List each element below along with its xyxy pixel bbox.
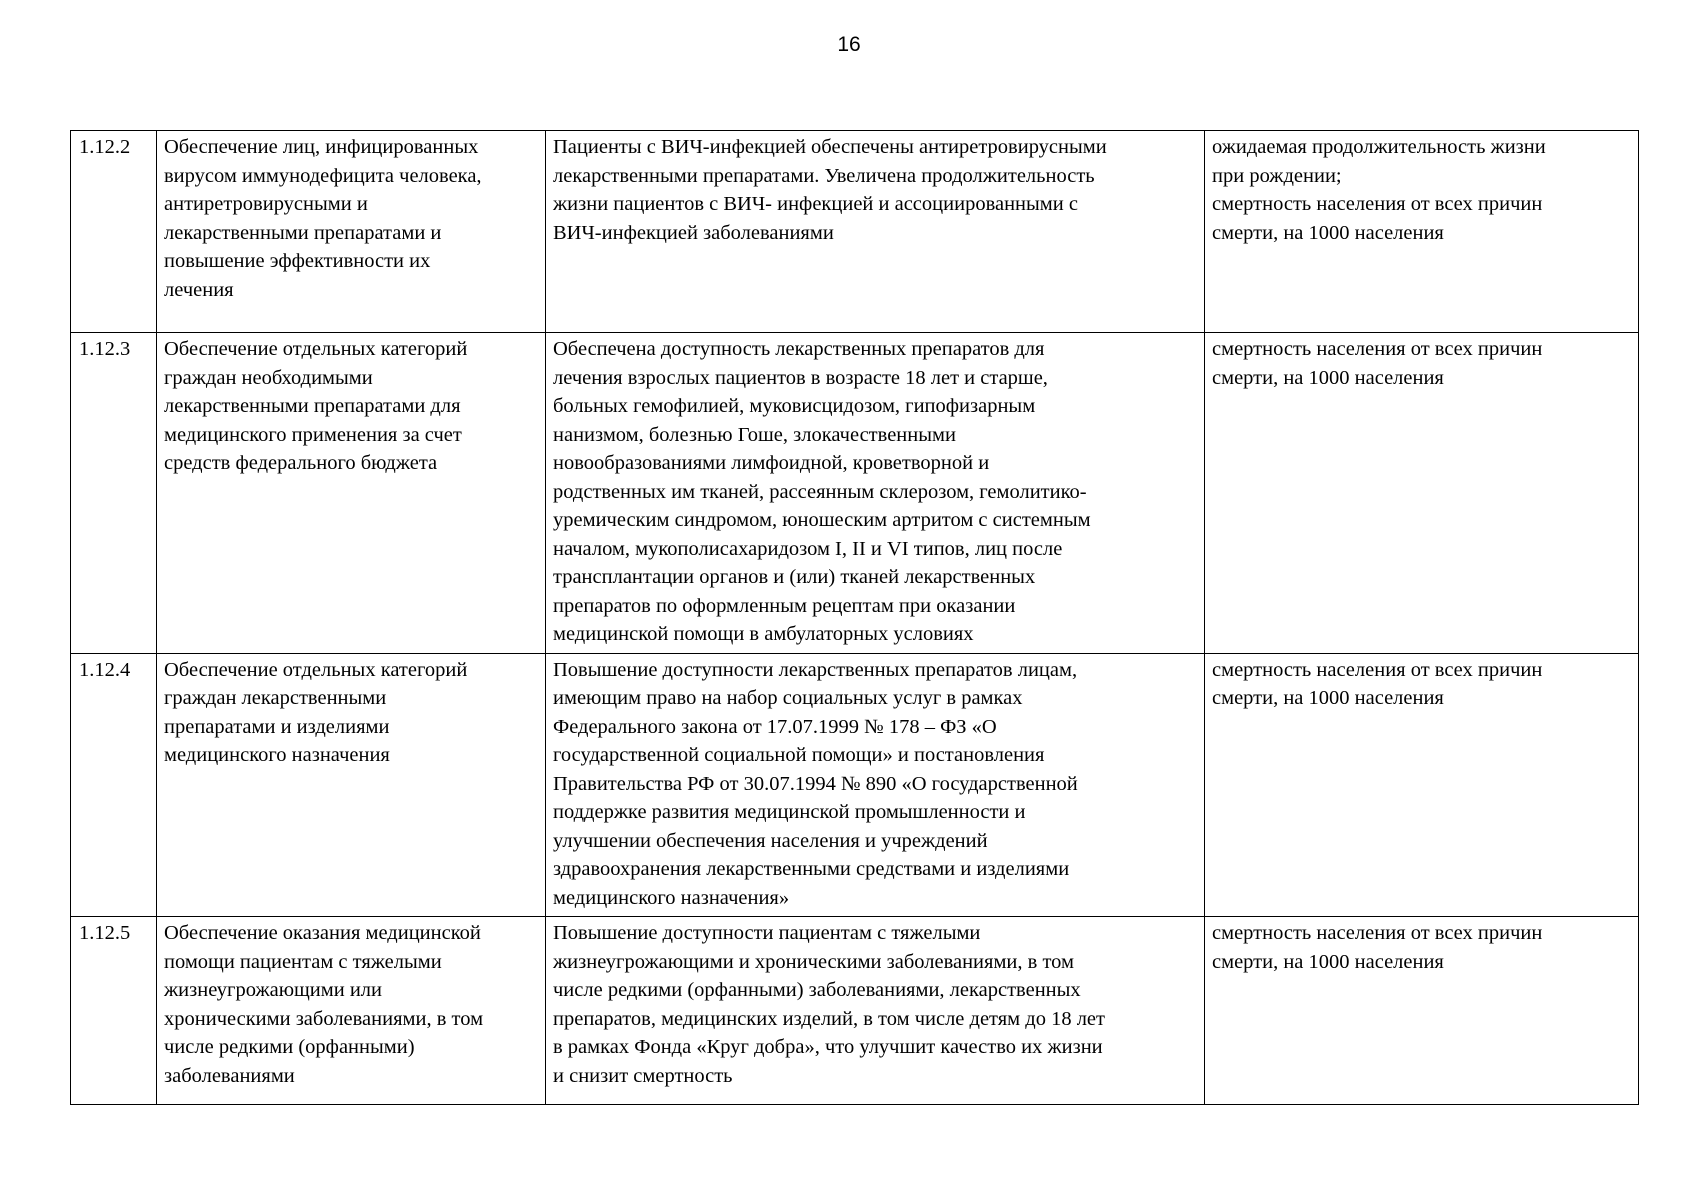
text-line: государственной социальной помощи» и постановления	[553, 744, 1045, 766]
row-number: 1.12.5	[79, 922, 131, 944]
text-line: числе редкими (орфанными)	[164, 1036, 415, 1058]
text-line: и снизит смертность	[553, 1064, 733, 1087]
text-line: вирусом иммунодефицита человека,	[164, 164, 482, 187]
text-line: смертность населения от всех причин	[1212, 338, 1543, 360]
text-line: жизни пациентов с ВИЧ- инфекцией и ассоциированными с	[553, 193, 1078, 215]
text-line: жизнеугрожающими или	[164, 979, 383, 1001]
result-cell	[546, 333, 1205, 654]
text-line: хроническими заболеваниями, в том	[164, 1007, 484, 1030]
text-line: Повышение доступности лекарственных препаратов лицам,	[553, 658, 1078, 681]
row-number-cell	[71, 131, 157, 333]
text-line: лекарственными препаратами для	[164, 395, 461, 417]
text-line: Правительства РФ от 30.07.1994 № 890 «О государственной	[553, 772, 1078, 795]
text-line: смерти, на 1000 населения	[1212, 950, 1444, 973]
text-line: смерти, на 1000 населения	[1212, 687, 1444, 709]
text-line: заболеваниями	[164, 1064, 295, 1087]
text-line: граждан необходимыми	[164, 366, 373, 389]
text-line: лечения взрослых пациентов в возрасте 18 лет и старше,	[553, 366, 1048, 389]
text-line: смерти, на 1000 населения	[1212, 221, 1444, 244]
text-line: препаратов по оформленным рецептам при оказании	[553, 594, 1016, 617]
text-line: помощи пациентам с тяжелыми	[164, 950, 442, 973]
indicator-cell	[1205, 131, 1639, 333]
table-row	[71, 917, 1639, 1105]
text-line: при рождении;	[1212, 164, 1342, 187]
indicator-cell	[1205, 917, 1639, 1105]
text-line: Обеспечение лиц, инфицированных	[164, 136, 479, 158]
text-line: новообразованиями лимфоидной, кроветворной и	[553, 452, 990, 474]
text-line: повышение эффективности их	[164, 250, 431, 272]
text-line: больных гемофилией, муковисцидозом, гипофизарным	[553, 395, 1036, 417]
row-number-cell	[71, 653, 157, 917]
indicator-cell	[1205, 333, 1639, 654]
text-line: числе редкими (орфанными) заболеваниями, лекарственных	[553, 979, 1081, 1001]
measure-name-cell	[157, 917, 546, 1105]
text-line: Федерального закона от 17.07.1999 № 178 – ФЗ «О	[553, 715, 997, 738]
text-line: антиретровирусными и	[164, 193, 368, 215]
measures-table	[70, 130, 1639, 1105]
text-line: препаратов, медицинских изделий, в том числе детям до 18 лет	[553, 1007, 1105, 1030]
text-line: нанизмом, болезнью Гоше, злокачественными	[553, 423, 956, 446]
text-line: медицинской помощи в амбулаторных условиях	[553, 623, 974, 645]
text-line: лечения	[164, 278, 234, 301]
text-line: лекарственными препаратами и	[164, 221, 442, 244]
text-line: Обеспечена доступность лекарственных препаратов для	[553, 338, 1045, 360]
text-line: медицинского назначения	[164, 744, 390, 766]
text-line: медицинского назначения»	[553, 886, 790, 909]
indicator-cell	[1205, 653, 1639, 917]
result-cell	[546, 653, 1205, 917]
text-line: Пациенты с ВИЧ-инфекцией обеспечены антиретровирусными	[553, 136, 1107, 158]
measure-name-cell	[157, 333, 546, 654]
text-line: смертность населения от всех причин	[1212, 193, 1543, 215]
text-line: медицинского применения за счет	[164, 423, 462, 446]
table-row	[71, 131, 1639, 333]
measure-name-cell	[157, 653, 546, 917]
table-row	[71, 333, 1639, 654]
text-line: ВИЧ-инфекцией заболеваниями	[553, 221, 834, 244]
text-line: Обеспечение отдельных категорий	[164, 658, 468, 681]
row-number: 1.12.2	[79, 136, 131, 158]
text-line: Обеспечение отдельных категорий	[164, 338, 468, 360]
page-number: 16	[837, 33, 861, 56]
row-number-cell	[71, 917, 157, 1105]
text-line: препаратами и изделиями	[164, 715, 390, 738]
text-line: ожидаемая продолжительность жизни	[1212, 136, 1546, 158]
text-line: родственных им тканей, рассеянным склерозом, гемолитико-	[553, 480, 1087, 503]
text-line: улучшении обеспечения населения и учреждений	[553, 829, 988, 852]
text-line: в рамках Фонда «Круг добра», что улучшит качество их жизни	[553, 1036, 1103, 1058]
result-cell	[546, 131, 1205, 333]
text-line: уремическим синдромом, юношеским артритом с системным	[553, 509, 1091, 531]
text-line: лекарственными препаратами. Увеличена продолжительность	[553, 164, 1095, 187]
text-line: граждан лекарственными	[164, 687, 387, 709]
text-line: смертность населения от всех причин	[1212, 922, 1543, 944]
result-cell	[546, 917, 1205, 1105]
text-line: смертность населения от всех причин	[1212, 658, 1543, 681]
text-line: жизнеугрожающими и хроническими заболеваниями, в том	[553, 950, 1074, 973]
row-number: 1.12.3	[79, 338, 131, 360]
text-line: трансплантации органов и (или) тканей лекарственных	[553, 566, 1036, 588]
measure-name-cell	[157, 131, 546, 333]
text-line: началом, мукополисахаридозом I, II и VI типов, лиц после	[553, 537, 1063, 560]
row-number-cell	[71, 333, 157, 654]
text-line: Обеспечение оказания медицинской	[164, 922, 481, 944]
text-line: имеющим право на набор социальных услуг в рамках	[553, 687, 1023, 709]
text-line: поддержке развития медицинской промышленности и	[553, 801, 1026, 823]
text-line: здравоохранения лекарственными средствами и изделиями	[553, 858, 1070, 880]
text-line: средств федерального бюджета	[164, 452, 438, 474]
table-row	[71, 653, 1639, 917]
text-line: Повышение доступности пациентам с тяжелыми	[553, 922, 981, 944]
text-line: смерти, на 1000 населения	[1212, 366, 1444, 389]
row-number: 1.12.4	[79, 658, 131, 681]
